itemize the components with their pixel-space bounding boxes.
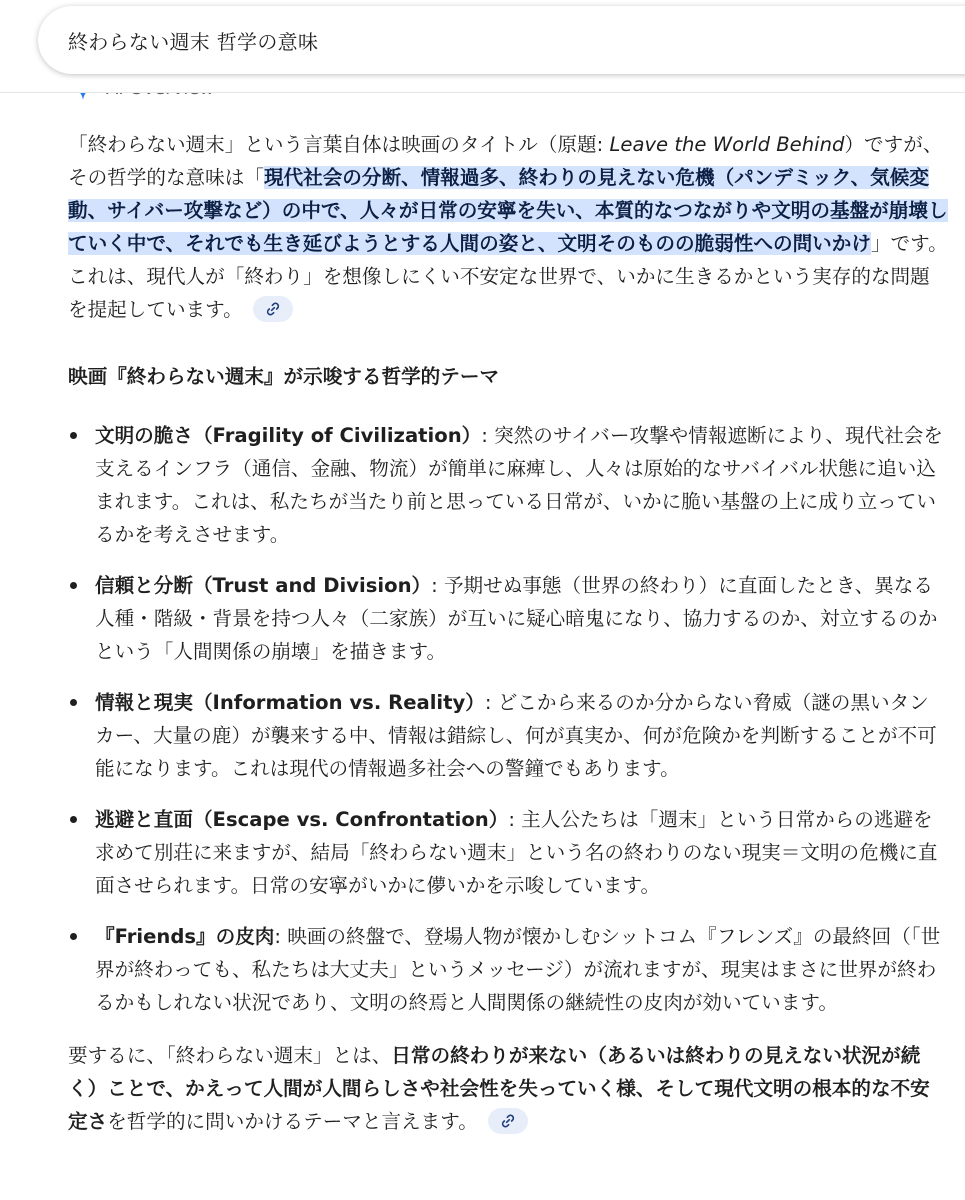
theme-term: 信頼と分断（Trust and Division）: [95, 574, 432, 597]
list-item: [68, 803, 948, 902]
link-icon: [500, 1113, 516, 1129]
original-title: Leave the World Behind: [609, 133, 845, 156]
theme-term: 文明の脆さ（Fragility of Civilization）: [95, 424, 482, 447]
list-item: [68, 419, 948, 551]
theme-text: : 映画の終盤で、登場人物が懐かしむシットコム『フレンズ』の最終回（「世界が終わっても、私たちは大丈夫」というメッセージ）が流れますが、現実はまさに世界が終わるかもしれない状況であり、文明の終焉と人間関係の継続性の皮肉が効いています。: [95, 925, 941, 1014]
search-box[interactable]: [38, 6, 965, 74]
list-item: [68, 920, 948, 1019]
summary-text-2: を哲学的に問いかけるテーマと言えます。: [107, 1110, 478, 1133]
bullet-icon: [70, 933, 77, 940]
bullet-icon: [70, 432, 77, 439]
bullet-icon: [70, 582, 77, 589]
intro-paragraph: [68, 128, 948, 326]
search-header: [0, 0, 965, 93]
list-item: [68, 569, 948, 668]
theme-text: : 予期せぬ事態（世界の終わり）に直面したとき、異なる人種・階級・背景を持つ人々（二家族）が互いに疑心暗鬼になり、協力するのか、対立するのかという「人間関係の崩壊」を描きます。: [95, 574, 938, 663]
theme-term: 情報と現実（Information vs. Reality）: [95, 691, 485, 714]
source-link-button[interactable]: [488, 1108, 528, 1134]
theme-text: : 突然のサイバー攻撃や情報遮断により、現代社会を支えるインフラ（通信、金融、物流）が簡単に麻痺し、人々は原始的なサバイバル状態に追い込まれます。これは、私たちが当たり前と思っている日常が、いかに脆い基盤の上に成り立っているかを考えさせます。: [95, 424, 943, 546]
ai-overview-content: [68, 128, 948, 1138]
section-title: 映画『終わらない週末』が示唆する哲学的テーマ: [68, 365, 500, 388]
theme-term: 逃避と直面（Escape vs. Confrontation）: [95, 808, 509, 831]
summary-paragraph: [68, 1039, 948, 1138]
theme-term: 『Friends』の皮肉: [95, 925, 275, 948]
themes-list: [68, 419, 948, 1019]
intro-text-3: 」です。これは、現代人が「終わり」を想像しにくい不安定な世界で、いかに生きるかという実存的な問題を提起しています。: [68, 232, 948, 321]
bullet-icon: [70, 816, 77, 823]
theme-text: : どこから来るのか分からない脅威（謎の黒いタンカー、大量の鹿）が襲来する中、情報は錯綜し、何が真実か、何が危険かを判断することが不可能になります。これは現代の情報過多社会への警鐘でもあります。: [95, 691, 937, 780]
intro-text-1: 「終わらない週末」という言葉自体は映画のタイトル（原題:: [68, 133, 610, 156]
link-icon: [265, 301, 281, 317]
source-link-button[interactable]: [253, 296, 293, 322]
summary-text-1: 要するに、「終わらない週末」とは、: [68, 1044, 392, 1067]
intro-text-2: ）ですが、その哲学的な意味は「: [68, 133, 943, 189]
bullet-icon: [70, 699, 77, 706]
list-item: [68, 686, 948, 785]
search-input[interactable]: 終わらない週末 哲学の意味: [68, 29, 319, 54]
summary-bold: 日常の終わりが来ない（あるいは終わりの見えない状況が続く）ことで、かえって人間が人間らしさや社会性を失っていく様、そして現代文明の根本的な不安定さ: [68, 1044, 930, 1133]
theme-text: : 主人公たちは「週末」という日常からの逃避を求めて別荘に来ますが、結局「終わらない週末」という名の終わりのない現実＝文明の危機に直面させられます。日常の安寧がいかに儚いかを示唆しています。: [95, 808, 938, 897]
highlighted-answer[interactable]: 現代社会の分断、情報過多、終わりの見えない危機（パンデミック、気候変動、サイバー攻撃など）の中で、人々が日常の安寧を失い、本質的なつながりや文明の基盤が崩壊していく中で、それでも生き延びようとする人間の姿と、文明そのものの脆弱性への問いかけ: [68, 166, 948, 255]
